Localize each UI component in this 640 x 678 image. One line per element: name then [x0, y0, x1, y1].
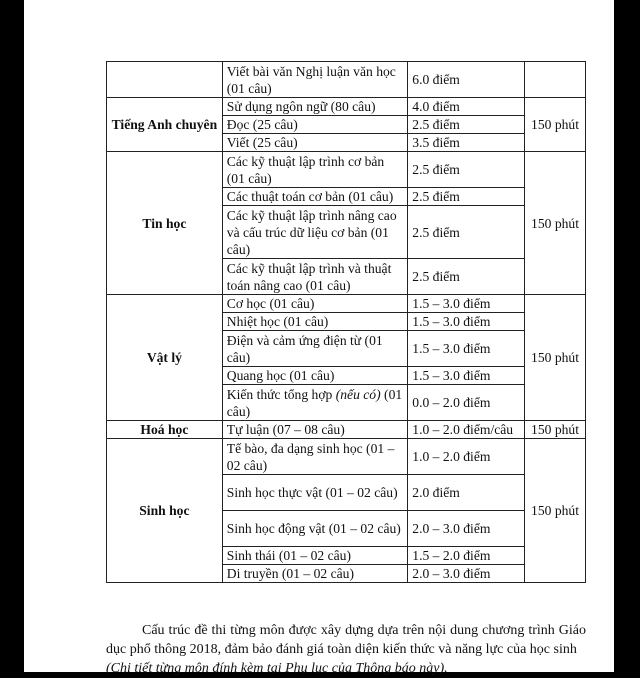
document-page: [24, 0, 614, 676]
part-cell: [222, 385, 408, 421]
score-cell: 1.5 – 3.0 điểm: [408, 313, 525, 331]
score-cell: 4.0 điểm: [408, 98, 525, 116]
time-cell: 150 phút: [525, 152, 586, 295]
part-cell: Các kỹ thuật lập trình cơ bản (01 câu): [222, 152, 408, 188]
part-cell: Viết (25 câu): [222, 134, 408, 152]
table-row: [107, 152, 586, 188]
score-cell: 1.5 – 3.0 điểm: [408, 295, 525, 313]
table-row: [107, 295, 586, 313]
subject-cell: [107, 62, 223, 98]
part-cell: Đọc (25 câu): [222, 116, 408, 134]
part-cell: Sinh học động vật (01 – 02 câu): [222, 511, 408, 547]
part-cell: Sử dụng ngôn ngữ (80 câu): [222, 98, 408, 116]
subject-cell: Vật lý: [107, 295, 223, 421]
score-cell: 1.0 – 2.0 điểm: [408, 439, 525, 475]
score-cell: 2.5 điểm: [408, 188, 525, 206]
note-paragraph: Cấu trúc đề thi từng môn được xây dựng dựa trên nội dung chương trình Giáo dục phổ thông 2018, đảm bảo đánh giá toàn diện kiến thức và năng lực của học sinh: [106, 623, 586, 657]
part-cell: Sinh thái (01 – 02 câu): [222, 547, 408, 565]
score-cell: 6.0 điểm: [408, 62, 525, 98]
score-cell: 0.0 – 2.0 điểm: [408, 385, 525, 421]
score-cell: 2.0 – 3.0 điểm: [408, 565, 525, 583]
table-row: [107, 98, 586, 116]
exam-structure-table: [106, 61, 586, 583]
part-cell: Tự luận (07 – 08 câu): [222, 421, 408, 439]
time-cell: 150 phút: [525, 421, 586, 439]
score-cell: 3.5 điểm: [408, 134, 525, 152]
part-cell: Viết bài văn Nghị luận văn học (01 câu): [222, 62, 408, 98]
part-tail: (01 câu): [226, 386, 403, 419]
part-note: (nếu có): [335, 386, 381, 402]
subject-cell: Tin học: [107, 152, 223, 295]
part-cell: Di truyền (01 – 02 câu): [222, 565, 408, 583]
table-row: [107, 62, 586, 98]
part-cell: Các kỹ thuật lập trình và thuật toán nâng cao (01 câu): [222, 259, 408, 295]
subject-cell: Sinh học: [107, 439, 223, 583]
table-row: [107, 421, 586, 439]
part-cell: Cơ học (01 câu): [222, 295, 408, 313]
score-cell: 1.5 – 3.0 điểm: [408, 331, 525, 367]
time-cell: [525, 62, 586, 98]
table-row: [107, 439, 586, 475]
score-cell: 1.5 – 3.0 điểm: [408, 367, 525, 385]
score-cell: 1.0 – 2.0 điểm/câu: [408, 421, 525, 439]
time-cell: 150 phút: [525, 295, 586, 421]
score-cell: 2.5 điểm: [408, 259, 525, 295]
part-cell: Sinh học thực vật (01 – 02 câu): [222, 475, 408, 511]
score-cell: 2.5 điểm: [408, 206, 525, 259]
score-cell: 2.0 – 3.0 điểm: [408, 511, 525, 547]
score-cell: 2.5 điểm: [408, 152, 525, 188]
part-cell: Các thuật toán cơ bản (01 câu): [222, 188, 408, 206]
score-cell: 1.5 – 2.0 điểm: [408, 547, 525, 565]
time-cell: 150 phút: [525, 98, 586, 152]
subject-cell: Tiếng Anh chuyên: [107, 98, 223, 152]
note-italic: (Chi tiết từng môn đính kèm tại Phụ lục của Thông báo này).: [106, 661, 448, 676]
part-cell: Nhiệt học (01 câu): [222, 313, 408, 331]
part-cell: Điện và cảm ứng điện từ (01 câu): [222, 331, 408, 367]
part-cell: Tế bào, đa dạng sinh học (01 – 02 câu): [222, 439, 408, 475]
subject-cell: Hoá học: [107, 421, 223, 439]
time-cell: 150 phút: [525, 439, 586, 583]
part-cell: Các kỹ thuật lập trình nâng cao và cấu trúc dữ liệu cơ bản (01 câu): [222, 206, 408, 259]
part-cell: Quang học (01 câu): [222, 367, 408, 385]
part-text: Kiến thức tổng hợp: [226, 386, 333, 402]
score-cell: 2.5 điểm: [408, 116, 525, 134]
score-cell: 2.0 điểm: [408, 475, 525, 511]
